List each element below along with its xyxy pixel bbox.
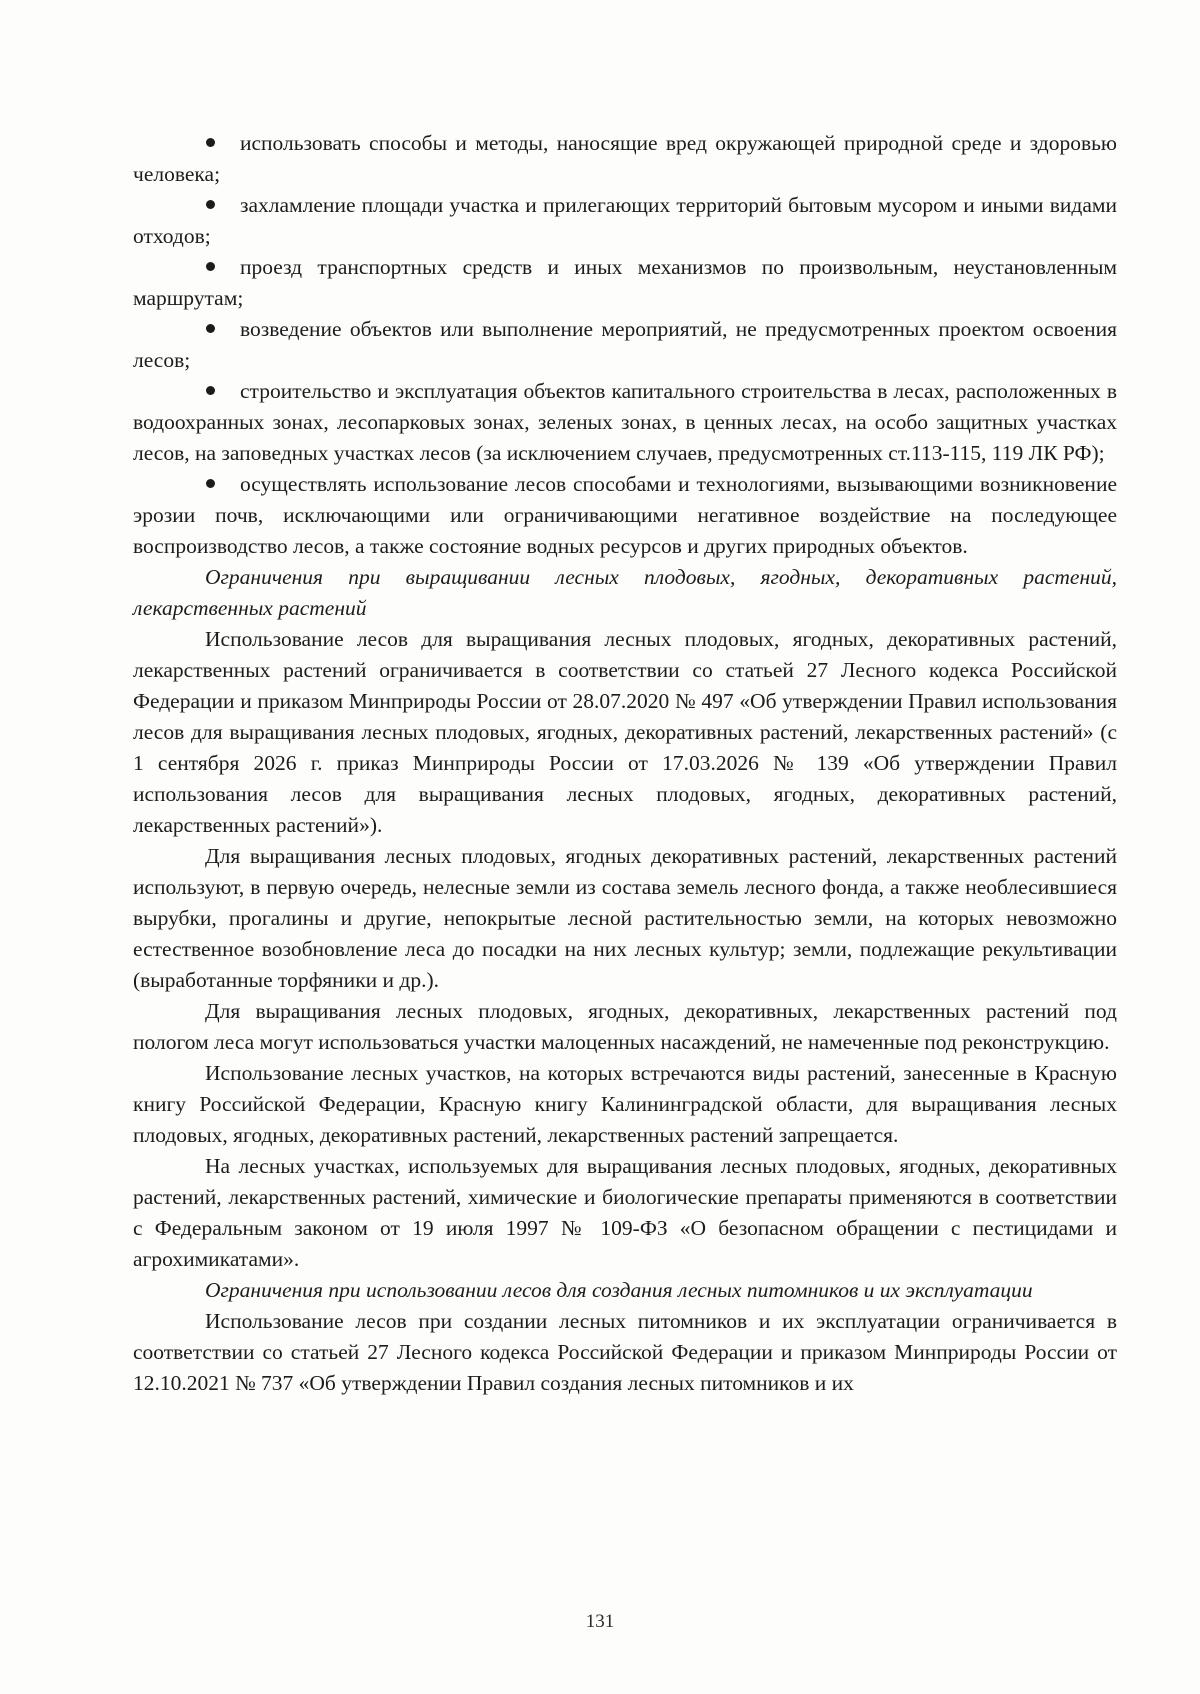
section-heading: Ограничения при выращивании лесных плодовых, ягодных, декоративных растений, лекарственных растений xyxy=(133,565,1117,620)
bullet-item: строительство и эксплуатация объектов капитального строительства в лесах, расположенных в водоохранных зонах, лесопарковых зонах, зеленых зонах, в ценных лесах, на особо защитных участках лесов, на заповедных участках лесов (за исключением случаев, предусмотренных ст.113-115, 119 ЛК РФ); xyxy=(133,379,1117,465)
section-heading: Ограничения при использовании лесов для создания лесных питомников и их эксплуатации xyxy=(205,1278,1033,1302)
bullet-dot-icon xyxy=(206,200,215,209)
body-paragraph: Для выращивания лесных плодовых, ягодных декоративных растений, лекарственных растений используют, в первую очередь, нелесные земли из состава земель лесного фонда, а также необлесившиеся вырубки, прогалины и другие, непокрытые лесной растительностью земли, на которых невозможно естественное возобновление леса до посадки на них лесных культур; земли, подлежащие рекультивации (выработанные торфяники и др.). xyxy=(133,844,1117,992)
body-paragraph: Использование лесных участков, на которых встречаются виды растений, занесенные в Красную книгу Российской Федерации, Красную книгу Калининградской области, для выращивания лесных плодовых, ягодных, декоративных растений, лекарственных растений запрещается. xyxy=(133,1061,1117,1147)
body-paragraph: На лесных участках, используемых для выращивания лесных плодовых, ягодных, декоративных растений, лекарственных растений, химические и биологические препараты применяются в соответствии с Федеральным законом от 19 июля 1997 № 109-ФЗ «О безопасном обращении с пестицидами и агрохимикатами». xyxy=(133,1154,1117,1271)
body-paragraph: Для выращивания лесных плодовых, ягодных, декоративных, лекарственных растений под пологом леса могут использоваться участки малоценных насаждений, не намеченные под реконструкцию. xyxy=(133,999,1117,1054)
bullet-item: осуществлять использование лесов способами и технологиями, вызывающими возникновение эрозии почв, исключающими или ограничивающими негативное воздействие на последующее воспроизводство лесов, а также состояние водных ресурсов и других природных объектов. xyxy=(133,472,1117,558)
body-paragraph: Использование лесов при создании лесных питомников и их эксплуатации ограничивается в соответствии со статьей 27 Лесного кодекса Российской Федерации и приказом Минприроды России от 12.10.2021 № 737 «Об утверждении Правил создания лесных питомников и их xyxy=(133,1309,1117,1395)
bullet-dot-icon xyxy=(206,386,215,395)
bullet-dot-icon xyxy=(206,324,215,333)
bullet-item: возведение объектов или выполнение мероприятий, не предусмотренных проектом освоения лесов; xyxy=(133,317,1117,372)
body-paragraph: Использование лесов для выращивания лесных плодовых, ягодных, декоративных растений, лекарственных растений ограничивается в соответствии со статьей 27 Лесного кодекса Российской Федерации и приказом Минприроды России от 28.07.2020 № 497 «Об утверждении Правил использования лесов для выращивания лесных плодовых, ягодных, декоративных растений, лекарственных растений» (с 1 сентября 2026 г. приказ Минприроды России от 17.03.2026 № 139 «Об утверждении Правил использования лесов для выращивания лесных плодовых, ягодных, декоративных растений, лекарственных растений»). xyxy=(133,627,1117,837)
bullet-item: использовать способы и методы, наносящие вред окружающей природной среде и здоровью человека; xyxy=(133,131,1117,186)
page-number: 131 xyxy=(585,1611,615,1632)
restrictions-bullet-list xyxy=(133,128,1117,562)
bullet-dot-icon xyxy=(206,479,215,488)
bullet-item: проезд транспортных средств и иных механизмов по произвольным, неустановленным маршрутам; xyxy=(133,255,1117,310)
bullet-dot-icon xyxy=(206,138,215,147)
bullet-item: захламление площади участка и прилегающих территорий бытовым мусором и иными видами отходов; xyxy=(133,193,1117,248)
bullet-dot-icon xyxy=(206,262,215,271)
